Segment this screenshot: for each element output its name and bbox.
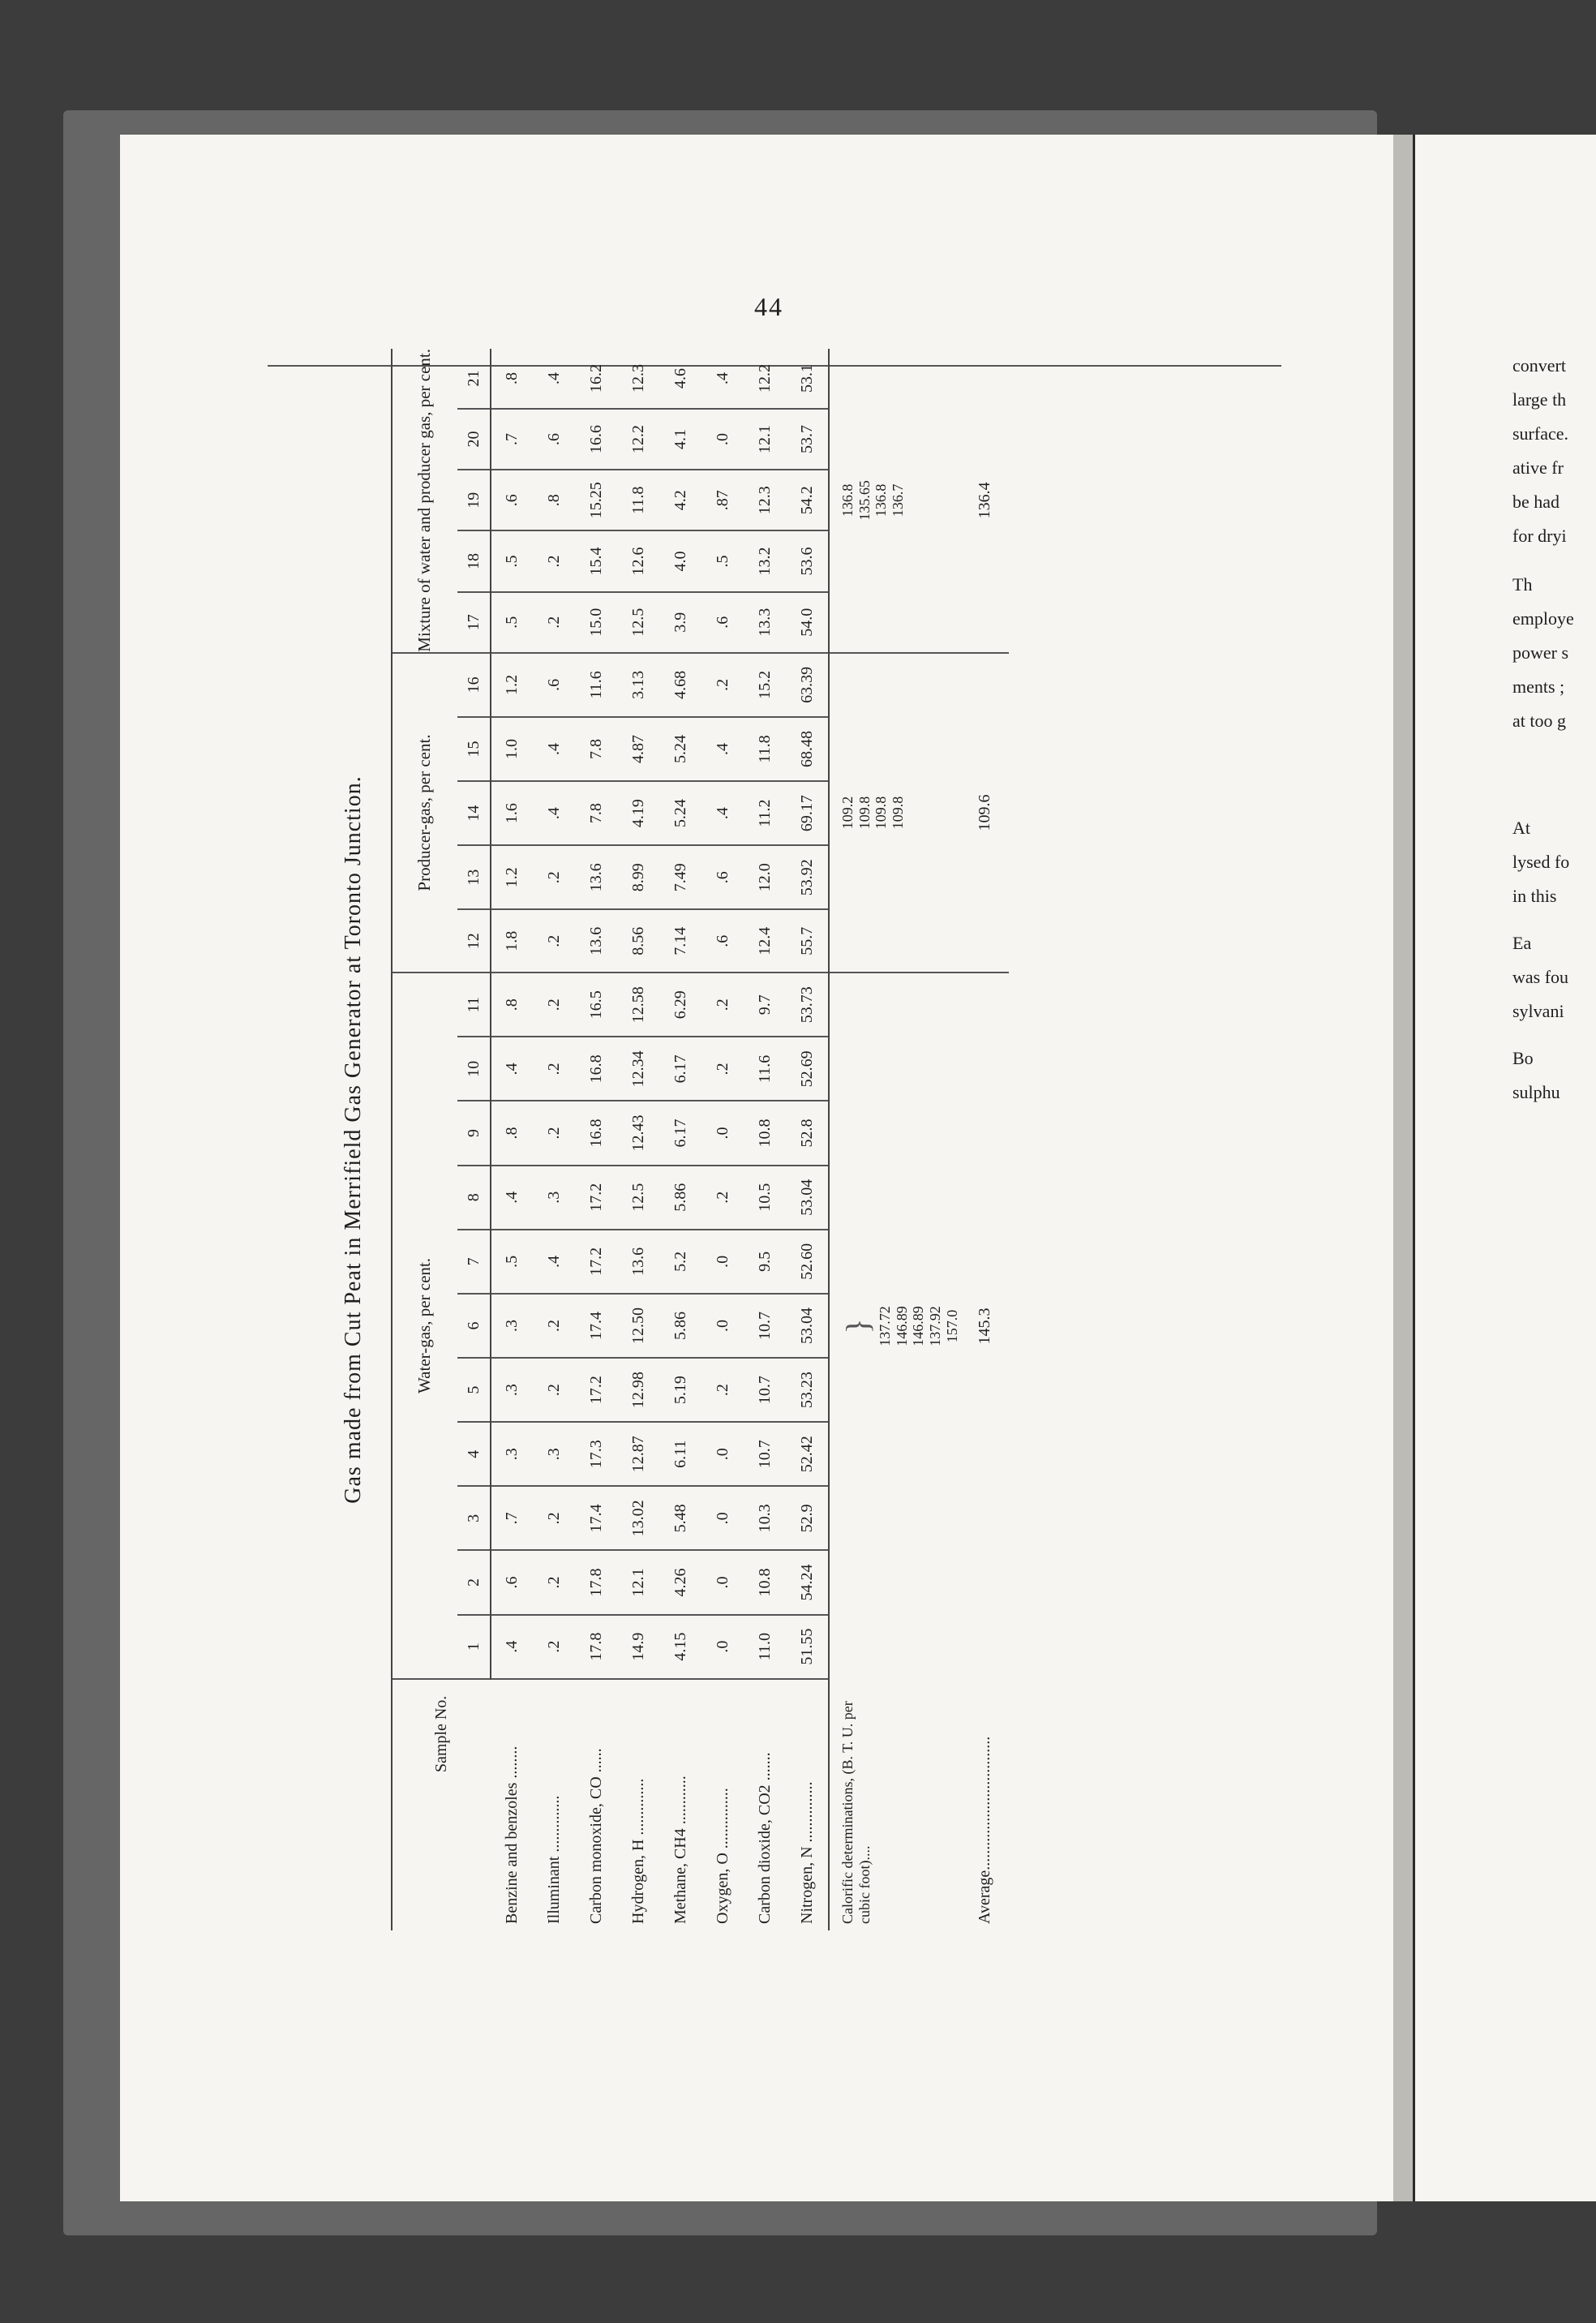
table-cell: .4 xyxy=(491,1615,533,1679)
table-cell: 7.8 xyxy=(575,717,617,781)
calorific-value: 137.92 xyxy=(927,1306,944,1346)
table-cell: 11.6 xyxy=(744,1037,786,1101)
table-cell: .6 xyxy=(533,409,575,470)
table-cell: 8.99 xyxy=(617,845,659,909)
table-cell: .0 xyxy=(701,1230,744,1294)
table-cell: 1.8 xyxy=(491,909,533,973)
table-cell: .2 xyxy=(701,653,744,717)
table-cell: 16.8 xyxy=(575,1101,617,1165)
table-cell: .5 xyxy=(491,1230,533,1294)
average-producer-gas: 109.6 xyxy=(960,653,1009,973)
table-cell: 7.14 xyxy=(659,909,701,973)
table-cell: 54.2 xyxy=(786,470,829,530)
sample-number: 19 xyxy=(457,470,491,530)
table-row xyxy=(701,349,744,1930)
table-cell: 12.0 xyxy=(744,845,786,909)
table-cell: 53.6 xyxy=(786,530,829,591)
average-water-gas: 145.3 xyxy=(975,1307,993,1345)
table-cell: .4 xyxy=(491,1037,533,1101)
table-cell: 3.13 xyxy=(617,653,659,717)
table-cell: .2 xyxy=(533,1294,575,1358)
table-cell: 52.69 xyxy=(786,1037,829,1101)
table-cell: 5.24 xyxy=(659,781,701,845)
facing-page-line: sulphu xyxy=(1512,1082,1560,1102)
table-cell: 10.7 xyxy=(744,1358,786,1422)
table-row xyxy=(659,349,701,1930)
table-cell: 53.23 xyxy=(786,1358,829,1422)
calorific-producer-gas xyxy=(829,653,960,973)
table-cell: 12.6 xyxy=(617,530,659,591)
table-cell: .3 xyxy=(491,1358,533,1422)
table-cell: .0 xyxy=(701,1615,744,1679)
table-row xyxy=(575,349,617,1930)
row-label: Oxygen, O ............... xyxy=(713,1788,732,1924)
facing-page-line: ative fr xyxy=(1512,457,1564,478)
calorific-value: 109.8 xyxy=(890,796,907,830)
calorific-water-gas xyxy=(829,973,960,1679)
table-cell: .8 xyxy=(491,973,533,1037)
sample-number: 14 xyxy=(457,781,491,845)
table-cell: 1.2 xyxy=(491,845,533,909)
table-cell: .6 xyxy=(701,592,744,653)
table-cell: .2 xyxy=(533,1358,575,1422)
sample-number: 16 xyxy=(457,653,491,717)
table-cell: 12.3 xyxy=(744,470,786,530)
table-row xyxy=(617,349,659,1930)
table-cell: 12.87 xyxy=(617,1422,659,1486)
table-cell: 51.55 xyxy=(786,1615,829,1679)
sample-number: 20 xyxy=(457,409,491,470)
average-label: Average................................. xyxy=(975,1736,993,1924)
table-cell: 68.48 xyxy=(786,717,829,781)
table-cell: 4.19 xyxy=(617,781,659,845)
table-cell: 52.60 xyxy=(786,1230,829,1294)
table-cell: 4.2 xyxy=(659,470,701,530)
table-cell: .5 xyxy=(701,530,744,591)
sample-number: 15 xyxy=(457,717,491,781)
table-cell: .87 xyxy=(701,470,744,530)
facing-page-line: employe xyxy=(1512,608,1574,629)
table-cell: .4 xyxy=(533,781,575,845)
table-cell: .0 xyxy=(701,1101,744,1165)
table-cell: 11.0 xyxy=(744,1615,786,1679)
table-cell: 5.48 xyxy=(659,1486,701,1550)
group-mixture: Mixture of water and producer gas, per cent. xyxy=(392,349,457,653)
table-cell: 17.8 xyxy=(575,1550,617,1614)
row-label: Illuminant .............. xyxy=(544,1795,563,1924)
facing-page-line: lysed fo xyxy=(1512,852,1570,872)
table-cell: 4.87 xyxy=(617,717,659,781)
table-cell: 9.7 xyxy=(744,973,786,1037)
table-cell: 53.73 xyxy=(786,973,829,1037)
sample-number: 4 xyxy=(457,1422,491,1486)
calorific-value: 137.72 xyxy=(877,1306,893,1346)
table-cell: 13.6 xyxy=(617,1230,659,1294)
table-cell: 69.17 xyxy=(786,781,829,845)
table-cell: 12.58 xyxy=(617,973,659,1037)
table-cell: 53.04 xyxy=(786,1166,829,1230)
table-cell: .2 xyxy=(533,973,575,1037)
table-cell: 53.1 xyxy=(786,349,829,409)
facing-page-line: convert xyxy=(1512,355,1566,376)
calorific-water-gas-values xyxy=(877,973,960,1679)
table-row xyxy=(744,349,786,1930)
table-cell: 4.15 xyxy=(659,1615,701,1679)
table-cell: 13.02 xyxy=(617,1486,659,1550)
calorific-value: 157.0 xyxy=(943,1309,960,1343)
table-cell: 6.29 xyxy=(659,973,701,1037)
facing-page-line: be had xyxy=(1512,492,1560,512)
facing-page-line: sylvani xyxy=(1512,1001,1564,1021)
calorific-value: 146.89 xyxy=(893,1306,910,1346)
table-row xyxy=(786,349,829,1930)
table-cell: 52.9 xyxy=(786,1486,829,1550)
calorific-value: 109.2 xyxy=(839,796,856,830)
row-label: Hydrogen, H .............. xyxy=(629,1778,647,1924)
table-cell: 16.8 xyxy=(575,1037,617,1101)
table-cell: .2 xyxy=(701,1358,744,1422)
table-cell: 16.6 xyxy=(575,409,617,470)
calorific-value: 136.8 xyxy=(873,483,890,517)
table-cell: .0 xyxy=(701,1486,744,1550)
table-cell: 10.8 xyxy=(744,1550,786,1614)
brace-icon: } xyxy=(839,1318,876,1334)
table-cell: 11.2 xyxy=(744,781,786,845)
table-cell: 10.7 xyxy=(744,1294,786,1358)
table-cell: .2 xyxy=(533,1486,575,1550)
sample-number: 2 xyxy=(457,1550,491,1614)
sample-number-label: Sample No. xyxy=(392,1679,491,1930)
page-number: 44 xyxy=(754,292,783,321)
table-cell: 16.2 xyxy=(575,349,617,409)
table-cell: 9.5 xyxy=(744,1230,786,1294)
sample-number: 5 xyxy=(457,1358,491,1422)
group-producer-gas: Producer-gas, per cent. xyxy=(392,653,457,973)
table-cell: 15.25 xyxy=(575,470,617,530)
calorific-value: 109.8 xyxy=(873,796,890,830)
table-cell: .2 xyxy=(533,1550,575,1614)
sample-number: 18 xyxy=(457,530,491,591)
row-label: Nitrogen, N ............... xyxy=(786,1679,829,1930)
table-cell: 4.26 xyxy=(659,1550,701,1614)
table-cell: 55.7 xyxy=(786,909,829,973)
table-cell: 3.9 xyxy=(659,592,701,653)
table-cell: .8 xyxy=(491,1101,533,1165)
table-row xyxy=(491,349,533,1930)
table-cell: .2 xyxy=(533,592,575,653)
facing-page-line: in this xyxy=(1512,886,1557,906)
gas-analysis-table xyxy=(391,349,1009,1930)
calorific-label: Calorific determinations, (B. T. U. per cubic foot).... xyxy=(829,1679,960,1930)
table-cell: 15.2 xyxy=(744,653,786,717)
sample-number: 17 xyxy=(457,592,491,653)
row-label: Methane, CH4 ............ xyxy=(671,1776,689,1924)
table-cell: 17.8 xyxy=(575,1615,617,1679)
table-cell: .0 xyxy=(701,1550,744,1614)
facing-page-line: was fou xyxy=(1512,967,1569,987)
rotated-table-block xyxy=(341,349,1119,1930)
group-water-gas: Water-gas, per cent. xyxy=(392,973,457,1679)
table-cell: .4 xyxy=(701,781,744,845)
sample-number: 12 xyxy=(457,909,491,973)
facing-page-line: Th xyxy=(1512,574,1533,595)
table-cell: .7 xyxy=(491,1486,533,1550)
row-label: Benzine and benzoles ........ xyxy=(502,1745,521,1924)
table-cell: 17.2 xyxy=(575,1166,617,1230)
data-rows xyxy=(491,349,829,1930)
table-cell: 12.2 xyxy=(617,409,659,470)
calorific-value: 109.8 xyxy=(856,796,873,830)
table-cell: 12.98 xyxy=(617,1358,659,1422)
table-cell: .4 xyxy=(491,1166,533,1230)
facing-page-line: ments ; xyxy=(1512,676,1565,697)
table-cell: 12.50 xyxy=(617,1294,659,1358)
table-cell: 12.34 xyxy=(617,1037,659,1101)
facing-page-line: At xyxy=(1512,818,1530,838)
table-cell: 8.56 xyxy=(617,909,659,973)
book-gutter xyxy=(1393,135,1414,2201)
table-cell: 10.7 xyxy=(744,1422,786,1486)
table-cell: 13.2 xyxy=(744,530,786,591)
table-cell: 12.3 xyxy=(617,349,659,409)
table-cell: .7 xyxy=(491,409,533,470)
table-cell: .6 xyxy=(701,845,744,909)
sample-number: 6 xyxy=(457,1294,491,1358)
table-cell: 12.5 xyxy=(617,592,659,653)
table-cell: 1.2 xyxy=(491,653,533,717)
sample-number: 10 xyxy=(457,1037,491,1101)
table-cell: 4.0 xyxy=(659,530,701,591)
table-cell: .3 xyxy=(533,1422,575,1486)
facing-page-line: Ea xyxy=(1512,933,1532,953)
table-cell: .8 xyxy=(533,470,575,530)
table-cell: 17.2 xyxy=(575,1230,617,1294)
table-cell: 11.8 xyxy=(744,717,786,781)
table-cell: 12.43 xyxy=(617,1101,659,1165)
table-cell: .2 xyxy=(701,1037,744,1101)
table-cell: 12.4 xyxy=(744,909,786,973)
sample-number: 13 xyxy=(457,845,491,909)
table-cell: 16.5 xyxy=(575,973,617,1037)
average-mixture: 136.4 xyxy=(960,349,1009,653)
table-cell: .6 xyxy=(491,470,533,530)
table-cell: 17.4 xyxy=(575,1486,617,1550)
table-cell: 54.0 xyxy=(786,592,829,653)
table-cell: 17.2 xyxy=(575,1358,617,1422)
table-cell: 10.3 xyxy=(744,1486,786,1550)
table-cell: 4.6 xyxy=(659,349,701,409)
table-cell: .2 xyxy=(533,845,575,909)
facing-page-line: at too g xyxy=(1512,711,1566,731)
sample-number: 21 xyxy=(457,349,491,409)
calorific-value: 136.7 xyxy=(890,483,907,517)
table-cell: .2 xyxy=(533,1101,575,1165)
table-cell: 6.17 xyxy=(659,1101,701,1165)
table-cell: .3 xyxy=(533,1166,575,1230)
table-caption: Gas made from Cut Peat in Merrifield Gas Generator at Toronto Junction. xyxy=(341,775,366,1504)
facing-page-line: surface. xyxy=(1512,423,1569,444)
table-cell: .6 xyxy=(533,653,575,717)
table-cell: 5.86 xyxy=(659,1294,701,1358)
table-cell: 10.8 xyxy=(744,1101,786,1165)
calorific-mixture-values xyxy=(839,349,907,652)
table-cell: .0 xyxy=(701,1294,744,1358)
row-label: Carbon dioxide, CO2 ....... xyxy=(755,1752,774,1924)
table-cell: 13.6 xyxy=(575,845,617,909)
row-label: Carbon monoxide, CO ...... xyxy=(586,1748,605,1924)
table-cell: 5.24 xyxy=(659,717,701,781)
sample-number: 11 xyxy=(457,973,491,1037)
table-cell: 52.8 xyxy=(786,1101,829,1165)
table-cell: 1.6 xyxy=(491,781,533,845)
table-cell: .4 xyxy=(701,349,744,409)
table-cell: 4.1 xyxy=(659,409,701,470)
table-cell: 10.5 xyxy=(744,1166,786,1230)
table-cell: 13.3 xyxy=(744,592,786,653)
facing-page-line: power s xyxy=(1512,642,1569,663)
table-cell: .2 xyxy=(533,530,575,591)
sample-number: 1 xyxy=(457,1615,491,1679)
table-cell: .4 xyxy=(701,717,744,781)
calorific-value: 135.65 xyxy=(856,480,873,521)
table-cell: 5.19 xyxy=(659,1358,701,1422)
table-cell: 63.39 xyxy=(786,653,829,717)
table-cell: .3 xyxy=(491,1294,533,1358)
table-cell: .5 xyxy=(491,592,533,653)
table-cell: .0 xyxy=(701,409,744,470)
table-cell: 5.86 xyxy=(659,1166,701,1230)
table-cell: 52.42 xyxy=(786,1422,829,1486)
table-cell: 4.68 xyxy=(659,653,701,717)
table-cell: 53.7 xyxy=(786,409,829,470)
table-cell: .2 xyxy=(533,1615,575,1679)
table-cell: .4 xyxy=(533,349,575,409)
facing-page-line: for dryi xyxy=(1512,526,1567,546)
sample-number: 3 xyxy=(457,1486,491,1550)
table-cell: .5 xyxy=(491,530,533,591)
table-row xyxy=(533,349,575,1930)
table-cell: .4 xyxy=(533,717,575,781)
table-cell: 12.1 xyxy=(744,409,786,470)
table-cell: .6 xyxy=(701,909,744,973)
table-cell: 11.6 xyxy=(575,653,617,717)
table-cell: .4 xyxy=(533,1230,575,1294)
table-cell: 12.1 xyxy=(617,1550,659,1614)
calorific-producer-gas-values xyxy=(839,654,907,972)
table-cell: 12.2 xyxy=(744,349,786,409)
table-cell: 17.3 xyxy=(575,1422,617,1486)
table-cell: 6.11 xyxy=(659,1422,701,1486)
table-cell: 1.0 xyxy=(491,717,533,781)
calorific-value: 136.8 xyxy=(839,483,856,517)
table-cell: 5.2 xyxy=(659,1230,701,1294)
table-cell: .8 xyxy=(491,349,533,409)
table-cell: .3 xyxy=(491,1422,533,1486)
table-cell: 7.8 xyxy=(575,781,617,845)
sample-number: 8 xyxy=(457,1166,491,1230)
facing-page-line: Bo xyxy=(1512,1048,1534,1068)
table-cell: .2 xyxy=(533,1037,575,1101)
table-cell: 11.8 xyxy=(617,470,659,530)
table-cell: 54.24 xyxy=(786,1550,829,1614)
table-cell: 12.5 xyxy=(617,1166,659,1230)
table-cell: .2 xyxy=(701,1166,744,1230)
table-cell: .2 xyxy=(533,909,575,973)
calorific-value: 146.89 xyxy=(910,1306,927,1346)
table-cell: 15.0 xyxy=(575,592,617,653)
calorific-mixture xyxy=(829,349,960,653)
table-cell: 53.92 xyxy=(786,845,829,909)
sample-number: 9 xyxy=(457,1101,491,1165)
table-cell: .6 xyxy=(491,1550,533,1614)
table-cell: 15.4 xyxy=(575,530,617,591)
table-cell: 53.04 xyxy=(786,1294,829,1358)
facing-page-line: large th xyxy=(1512,389,1567,410)
table-cell: 13.6 xyxy=(575,909,617,973)
table-cell: 14.9 xyxy=(617,1615,659,1679)
table-cell: .2 xyxy=(701,973,744,1037)
table-cell: 7.49 xyxy=(659,845,701,909)
sample-number: 7 xyxy=(457,1230,491,1294)
table-cell: .0 xyxy=(701,1422,744,1486)
table-cell: 17.4 xyxy=(575,1294,617,1358)
table-cell: 6.17 xyxy=(659,1037,701,1101)
